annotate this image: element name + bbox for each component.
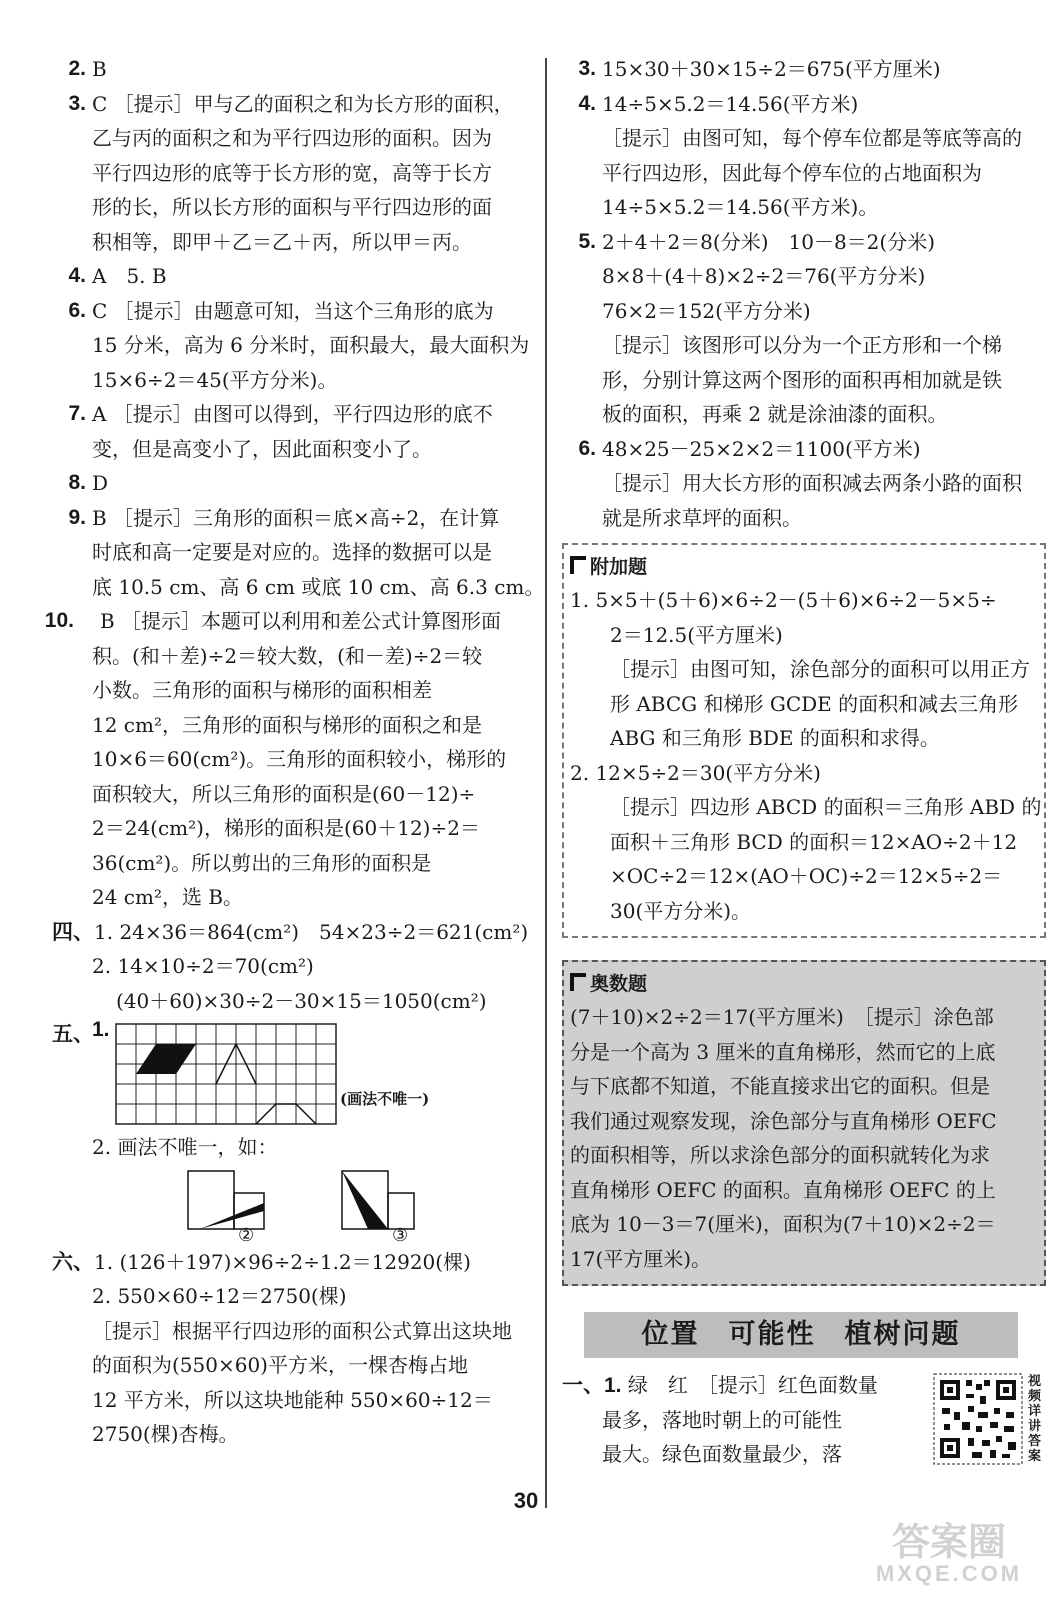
bonus-question-box bbox=[562, 543, 1046, 938]
left-item-text: 小数。三角形的面积与梯形的面积相差 bbox=[92, 678, 432, 702]
left-item-text: B ［提示］本题可以利用和差公式计算图形面 bbox=[100, 609, 502, 633]
section-6-hint-1: ［提示］根据平行四边形的面积公式算出这块地 bbox=[92, 1318, 512, 1343]
left-item-text: 平行四边形的底等于长方形的宽，高等于长方 bbox=[92, 160, 492, 185]
left-item-number: 3. bbox=[68, 91, 86, 115]
svg-text:MXQE.COM: MXQE.COM bbox=[875, 1561, 1023, 1586]
left-item-text: 底 10.5 cm、高 6 cm 或底 10 cm、高 6.3 cm。 bbox=[92, 574, 545, 599]
left-item-number: 10. bbox=[44, 609, 74, 632]
olympiad-question-box bbox=[562, 960, 1046, 1286]
left-item-7-line-0 bbox=[44, 604, 542, 639]
watermark-logo bbox=[864, 1515, 1034, 1587]
fujia-lines-line: ×OC÷2＝12×(AO＋OC)÷2＝12×5÷2＝ bbox=[610, 864, 1003, 888]
fujia-lines-line: ABG 和三角形 BDE 的面积和求得。 bbox=[610, 726, 940, 750]
left-item-0-line-0 bbox=[52, 52, 542, 87]
left-item-text: 变，但是高变小了，因此面积变小了。 bbox=[92, 436, 432, 461]
qr-caption: 视频详讲答案 bbox=[1028, 1374, 1042, 1464]
left-item-number: 4. bbox=[68, 264, 86, 287]
right-item-text: 板的面积，再乘 2 就是涂油漆的面积。 bbox=[602, 402, 948, 426]
fujia-lines-line: 30(平方分米)。 bbox=[610, 898, 752, 923]
fujia-lines-line: 2＝12.5(平方厘米) bbox=[610, 622, 783, 647]
right-item-2-line-1 bbox=[562, 259, 1046, 294]
left-answer-list bbox=[44, 52, 545, 915]
right-item-text: 15×30＋30×15÷2＝675(平方厘米) bbox=[602, 57, 941, 81]
right-item-text: 平行四边形，因此每个停车位的占地面积为 bbox=[602, 160, 982, 185]
section-4-line-2: 2. 14×10÷2＝70(cm²) bbox=[92, 954, 314, 978]
left-item-text: 12 cm²，三角形的面积与梯形的面积之和是 bbox=[92, 712, 482, 737]
right-item-text: 48×25－25×2×2＝1100(平方米) bbox=[602, 436, 921, 461]
left-item-7-line-6 bbox=[52, 811, 542, 846]
aoshu-lines-line: (7＋10)×2÷2＝17(平方厘米) ［提示］涂色部 bbox=[570, 1005, 994, 1029]
left-item-text: 10×6＝60(cm²)。三角形的面积较小，梯形的 bbox=[92, 747, 507, 771]
section-6-line-1: 六、1. (126＋197)×96÷2÷1.2＝12920(棵) bbox=[52, 1249, 471, 1274]
aoshu-lines-line: 底为 10－3＝7(厘米)，面积为(7＋10)×2÷2＝ bbox=[570, 1212, 996, 1236]
left-item-6-line-0 bbox=[52, 501, 542, 536]
left-item-text: 36(cm²)。所以剪出的三角形的面积是 bbox=[92, 850, 432, 875]
right-item-text: 2＋4＋2＝8(分米) 10－8＝2(分米) bbox=[602, 229, 936, 254]
fujia-lines-line: 2. 12×5÷2＝30(平方分米) bbox=[570, 760, 821, 785]
aoshu-lines-line: 直角梯形 OEFC 的面积。直角梯形 OEFC 的上 bbox=[570, 1177, 996, 1202]
left-item-text: 15 分米，高为 6 分米时，面积最大，最大面积为 bbox=[92, 333, 530, 357]
left-item-7-line-7 bbox=[52, 846, 542, 881]
section-5-line-2: 2. 画法不唯一，如： bbox=[92, 1135, 278, 1159]
left-column bbox=[44, 52, 545, 1452]
right-item-1-line-0 bbox=[562, 87, 1046, 122]
column-divider bbox=[545, 58, 547, 1508]
right-item-number: 5. bbox=[578, 229, 596, 253]
right-item-1-line-2 bbox=[562, 156, 1046, 191]
left-item-1-line-4 bbox=[52, 225, 542, 260]
section-6-line-2: 2. 550×60÷12＝2750(棵) bbox=[92, 1284, 347, 1308]
section-5-label: 五、 bbox=[52, 1023, 94, 1046]
aoshu-lines-line: 的面积相等，所以求涂色部分的面积就转化为求 bbox=[570, 1143, 990, 1167]
section-4-line-3: (40＋60)×30÷2－30×15＝1050(cm²) bbox=[116, 988, 487, 1013]
chapter-answer-line-3: 最大。绿色面数量最少，落 bbox=[602, 1442, 842, 1466]
grid-drawing bbox=[112, 1022, 412, 1134]
left-item-7-line-1 bbox=[52, 639, 542, 674]
left-item-7-line-4 bbox=[52, 742, 542, 777]
fujia-lines-line: 1. 5×5＋(5＋6)×6÷2－(5＋6)×6÷2－5×5÷ bbox=[570, 588, 997, 612]
left-item-number: 6. bbox=[68, 298, 86, 322]
fujia-lines-line: ［提示］四边形 ABCD 的面积＝三角形 ABD 的 bbox=[610, 795, 1042, 819]
left-item-number: 8. bbox=[68, 471, 86, 494]
aoshu-lines-line: 17(平方厘米)。 bbox=[570, 1246, 712, 1271]
chapter-banner: 位置 可能性 植树问题 bbox=[584, 1312, 1018, 1358]
left-item-7-line-5 bbox=[52, 777, 542, 812]
left-item-7-line-3 bbox=[52, 708, 542, 743]
left-item-text: 2＝24(cm²)，梯形的面积是(60＋12)÷2＝ bbox=[92, 816, 480, 840]
right-item-text: 14÷5×5.2＝14.56(平方米) bbox=[602, 91, 859, 116]
left-item-3-line-1 bbox=[52, 328, 542, 363]
left-item-4-line-1 bbox=[52, 432, 542, 467]
chapter-answer-line-2: 最多，落地时朝上的可能性 bbox=[602, 1407, 842, 1432]
section-4-line-1: 四、1. 24×36＝864(cm²) 54×23÷2＝621(cm²) bbox=[52, 919, 529, 944]
right-item-2-line-5 bbox=[562, 397, 1046, 432]
left-item-text: A ［提示］由图可以得到，平行四边形的底不 bbox=[92, 402, 493, 426]
left-item-1-line-0 bbox=[52, 87, 542, 122]
right-item-text: 形，分别计算这两个图形的面积再相加就是铁 bbox=[602, 367, 1002, 392]
left-item-1-line-2 bbox=[52, 156, 542, 191]
left-item-text: D bbox=[92, 471, 109, 495]
left-item-text: 积。(和＋差)÷2＝较大数，(和－差)÷2＝较 bbox=[92, 643, 483, 668]
fujia-lines-line: 面积＋三角形 BCD 的面积＝12×AO÷2＋12 bbox=[610, 829, 1018, 854]
svg-text:答案圈: 答案圈 bbox=[891, 1520, 1007, 1564]
left-item-7-line-8 bbox=[52, 880, 542, 915]
left-item-text: 24 cm²，选 B。 bbox=[92, 885, 244, 909]
fujia-lines-line: ［提示］由图可知，涂色部分的面积可以用正方 bbox=[610, 657, 1030, 681]
right-item-number: 6. bbox=[578, 436, 596, 460]
left-item-2-line-0 bbox=[52, 259, 542, 294]
aoshu-lines-line: 分是一个高为 3 厘米的直角梯形，然而它的上底 bbox=[570, 1039, 996, 1064]
left-item-text: 乙与丙的面积之和为平行四边形的面积。因为 bbox=[92, 126, 492, 150]
right-item-text: ［提示］该图形可以分为一个正方形和一个梯 bbox=[602, 333, 1002, 357]
bonus-question-title: 附加题 bbox=[570, 551, 1038, 583]
left-item-number: 2. bbox=[68, 57, 86, 80]
section-6-hint-3: 12 平方米，所以这块地能种 550×60÷12＝ bbox=[92, 1387, 493, 1412]
left-item-text: C ［提示］甲与乙的面积之和为长方形的面积， bbox=[92, 91, 514, 116]
left-item-text: 面积较大，所以三角形的面积是(60－12)÷ bbox=[92, 781, 476, 806]
bonus-question-lines bbox=[570, 583, 1042, 928]
right-item-text: 就是所求草坪的面积。 bbox=[602, 505, 802, 530]
right-item-0-line-0 bbox=[562, 52, 1046, 87]
section-marker-icon bbox=[570, 556, 586, 574]
chapter-answer-line-1: 一、1. 绿 红 ［提示］红色面数量 bbox=[562, 1373, 878, 1397]
section-6-hint-2: 的面积为(550×60)平方米，一棵杏梅占地 bbox=[92, 1353, 468, 1377]
left-item-text: 形的长，所以长方形的面积与平行四边形的面 bbox=[92, 195, 492, 219]
page-number: 30 bbox=[513, 1488, 539, 1513]
right-item-text: ［提示］由图可知，每个停车位都是等底等高的 bbox=[602, 126, 1022, 150]
left-item-6-line-2 bbox=[52, 570, 545, 605]
right-item-number: 4. bbox=[578, 91, 596, 115]
figure-label-2: ② bbox=[238, 1224, 255, 1246]
right-column bbox=[562, 52, 1046, 1472]
right-item-2-line-3 bbox=[562, 328, 1046, 363]
right-item-text: 8×8＋(4＋8)×2÷2＝76(平方分米) bbox=[602, 264, 926, 288]
left-item-number: 7. bbox=[68, 402, 86, 425]
left-item-text: 时底和高一定要是对应的。选择的数据可以是 bbox=[92, 540, 492, 564]
figure-label-3: ③ bbox=[392, 1224, 409, 1246]
olympiad-question-title: 奥数题 bbox=[570, 968, 1038, 1000]
left-item-3-line-2 bbox=[52, 363, 542, 398]
left-item-4-line-0 bbox=[52, 397, 542, 432]
section-marker-icon bbox=[570, 973, 586, 991]
left-item-text: 积相等，即甲＋乙＝乙＋丙，所以甲＝丙。 bbox=[92, 229, 472, 254]
left-item-text: A 5. B bbox=[92, 264, 167, 288]
section-5-item-1-number: 1. bbox=[92, 1018, 110, 1041]
aoshu-lines-line: 与下底都不知道，不能直接求出它的面积。但是 bbox=[570, 1074, 990, 1098]
section-5-example-drawings bbox=[52, 1165, 542, 1245]
right-item-text: 76×2＝152(平方分米) bbox=[602, 298, 811, 323]
right-answer-list bbox=[562, 52, 1046, 535]
left-item-text: B bbox=[92, 57, 107, 81]
right-item-1-line-1 bbox=[562, 121, 1046, 156]
left-item-1-line-3 bbox=[52, 190, 542, 225]
drawing-note: (画法不唯一) bbox=[340, 1090, 430, 1108]
chapter-answers bbox=[562, 1368, 1046, 1472]
right-item-3-line-2 bbox=[562, 501, 1046, 536]
olympiad-question-lines bbox=[570, 1000, 1038, 1276]
left-item-text: C ［提示］由题意可知，当这个三角形的底为 bbox=[92, 298, 494, 323]
left-item-6-line-1 bbox=[52, 535, 542, 570]
left-item-text: B ［提示］三角形的面积＝底×高÷2，在计算 bbox=[92, 505, 500, 530]
fujia-lines-line: 形 ABCG 和梯形 GCDE 的面积和减去三角形 bbox=[610, 691, 1019, 716]
right-item-number: 3. bbox=[578, 57, 596, 80]
left-item-5-line-0 bbox=[52, 466, 542, 501]
left-item-number: 9. bbox=[68, 505, 86, 529]
section-5-grid-figure bbox=[52, 1018, 542, 1130]
shaded-parallelogram bbox=[136, 1044, 196, 1074]
right-item-2-line-4 bbox=[562, 363, 1046, 398]
left-item-3-line-0 bbox=[52, 294, 542, 329]
right-item-3-line-0 bbox=[562, 432, 1046, 467]
right-item-3-line-1 bbox=[562, 466, 1046, 501]
right-item-2-line-2 bbox=[562, 294, 1046, 329]
right-item-text: ［提示］用大长方形的面积减去两条小路的面积 bbox=[602, 471, 1022, 495]
right-item-2-line-0 bbox=[562, 225, 1046, 260]
left-item-7-line-2 bbox=[52, 673, 542, 708]
left-item-text: 15×6÷2＝45(平方分米)。 bbox=[92, 367, 338, 392]
right-item-1-line-3 bbox=[562, 190, 1046, 225]
right-item-text: 14÷5×5.2＝14.56(平方米)。 bbox=[602, 195, 879, 219]
aoshu-lines-line: 我们通过观察发现，涂色部分与直角梯形 OEFC bbox=[570, 1108, 997, 1133]
section-6-hint-4: 2750(棵)杏梅。 bbox=[92, 1422, 239, 1446]
left-item-1-line-1 bbox=[52, 121, 542, 156]
